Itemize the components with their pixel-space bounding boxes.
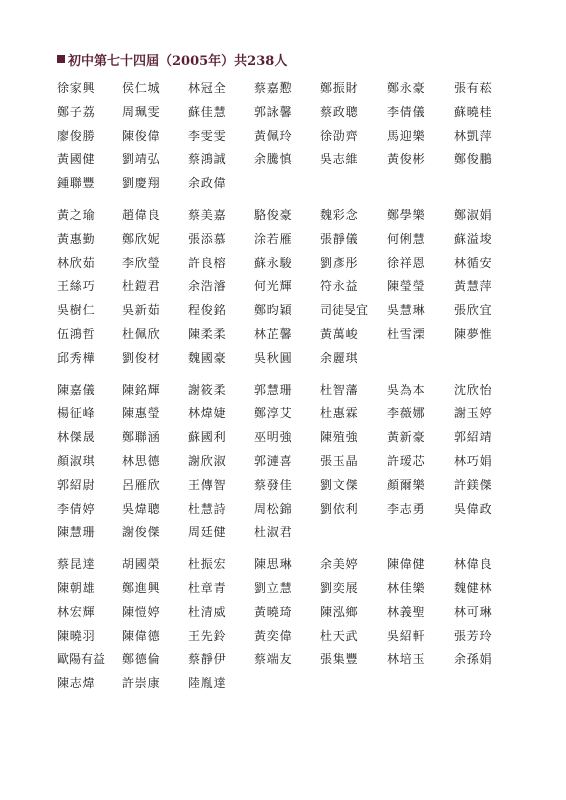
student-name: 顏爾樂 [387,477,426,492]
student-name: 王先鈴 [188,628,227,643]
student-name: 謝筱柔 [188,382,227,397]
student-name: 余美婷 [320,557,359,572]
student-name: 黃之瑜 [57,208,96,222]
student-name: 黃俊彬 [387,152,426,167]
student-name: 鄭學樂 [387,208,426,222]
student-name: 蘇溢埈 [454,231,493,246]
student-name: 鄭昀穎 [254,303,293,318]
student-name: 何俐慧 [387,231,426,246]
student-name: 鍾聯豐 [57,176,96,191]
square-bullet-icon [57,55,65,63]
student-name: 鄭欣妮 [122,231,161,246]
student-name: 吳慧琳 [387,303,426,318]
student-name: 劉彥彤 [320,255,359,270]
student-name: 鄭德倫 [122,652,161,667]
student-name: 許良榕 [188,255,227,270]
student-name: 程俊銘 [188,303,227,318]
student-name: 林凱萍 [454,128,493,143]
student-name: 林冠全 [188,81,227,95]
student-name: 吳新茹 [122,303,161,318]
student-name: 符永益 [320,279,359,294]
student-name: 歐陽有益 [57,652,106,667]
student-name: 杜慧詩 [188,501,227,516]
student-name: 鄭俊鵬 [454,152,493,167]
student-name: 吳煒聰 [122,501,161,516]
student-name: 李薇娜 [387,406,426,421]
student-name: 魏國豪 [188,350,227,365]
student-name: 王傳智 [188,477,227,492]
student-name: 蔡嘉懃 [254,81,293,95]
student-name: 林循安 [454,255,493,270]
student-name: 林義聖 [387,604,426,619]
student-name: 陳嘉儀 [57,382,96,397]
student-name: 李倩儀 [387,104,426,119]
student-name: 呂雁欣 [122,477,161,492]
student-name: 趙偉良 [122,208,161,222]
student-name: 蔡昆達 [57,557,96,572]
student-name: 黃國健 [57,152,96,167]
student-name: 陸胤達 [188,676,227,691]
student-name: 陳思琳 [254,557,293,572]
student-name: 何光輝 [254,279,293,294]
student-name: 鄭振財 [320,81,359,95]
student-name: 許鎂傑 [454,477,493,492]
student-name: 林欣茹 [57,255,96,270]
student-name: 吳為本 [387,382,426,397]
student-name: 郭紹靖 [454,430,493,445]
student-name: 巫明強 [254,430,293,445]
student-name: 徐家興 [57,81,96,95]
student-name: 張玉晶 [320,454,359,468]
student-name: 蘇佳慧 [188,104,227,119]
student-name: 陳瑩瑩 [387,279,426,294]
student-name: 黃曉琦 [254,604,293,619]
student-name: 黃萬峻 [320,327,359,341]
student-name: 黃奕偉 [254,628,293,643]
student-name: 陳偉德 [122,628,161,643]
student-name: 黃惠勤 [57,231,96,246]
student-name: 蔡端友 [254,652,293,667]
student-name: 馬迎樂 [387,128,426,143]
student-name: 鄭子荔 [57,104,96,119]
student-name: 杜振宏 [188,557,227,572]
student-name: 杜清威 [188,604,227,619]
student-name: 鄭淳艾 [254,406,293,421]
student-name: 郭詠馨 [254,104,293,119]
student-name: 陳愷婷 [122,604,161,619]
student-name: 劉慶翔 [122,176,161,191]
student-name: 余孫娟 [454,652,493,667]
section-heading [57,49,287,69]
student-name: 李志勇 [387,501,426,516]
student-name: 蘇國利 [188,430,227,445]
student-name: 吳紹軒 [387,628,426,643]
student-name: 侯仁城 [122,81,161,95]
student-name: 許崇康 [122,676,161,691]
student-name: 李雯雯 [188,128,227,143]
student-name: 林佳樂 [387,581,426,595]
student-name: 林培玉 [387,652,426,667]
student-name: 謝玉婷 [454,406,493,421]
student-name: 吳偉政 [454,501,493,516]
student-name: 張欣宜 [454,303,493,318]
student-name: 謝欣淑 [188,454,227,468]
student-name: 涂若雁 [254,231,293,246]
student-name: 徐劭齊 [320,128,359,143]
student-name: 吳志維 [320,152,359,167]
student-name: 李倩婷 [57,501,96,516]
student-name: 林思德 [122,454,161,468]
student-name: 余政偉 [188,176,227,191]
student-name: 司徒旻宜 [320,303,369,318]
student-name: 劉依利 [320,501,359,516]
student-name: 陳惠瑩 [122,406,161,421]
student-name: 蘇曉桂 [454,104,493,119]
student-name: 沈欣怡 [454,382,493,397]
student-name: 林煒婕 [188,406,227,421]
student-name: 王絲巧 [57,279,96,294]
student-name: 李欣瑩 [122,255,161,270]
student-name: 郭慧珊 [254,382,293,397]
student-name: 周廷健 [188,525,227,540]
student-name: 黃佩玲 [254,128,293,143]
student-name: 郭紹尉 [57,477,96,492]
student-name: 伍鴻哲 [57,327,96,341]
student-name: 陳泓鄉 [320,604,359,619]
student-name: 張添慕 [188,231,227,246]
student-name: 陳偉健 [387,557,426,572]
student-name: 蘇永駿 [254,255,293,270]
student-name: 林可琳 [454,604,493,619]
student-name: 吳秋圓 [254,350,293,365]
student-name: 吳樹仁 [57,303,96,318]
student-name: 周松錦 [254,501,293,516]
student-name: 劉靖弘 [122,152,161,167]
student-name: 杜雪溧 [387,327,426,341]
student-name: 胡國榮 [122,557,161,572]
student-name: 蔡發佳 [254,477,293,492]
student-name: 陳曉羽 [57,628,96,643]
student-name: 林芷馨 [254,327,293,341]
student-name: 謝俊傑 [122,525,161,540]
student-name: 駱俊豪 [254,208,293,222]
student-name: 鄭淑娟 [454,208,493,222]
student-name: 余浩濬 [188,279,227,294]
student-name: 周珮雯 [122,104,161,119]
student-name: 蔡靜伊 [188,652,227,667]
student-name: 鄭聯涵 [122,430,161,445]
student-name: 許瑷芯 [387,454,426,468]
student-name: 劉文傑 [320,477,359,492]
student-name: 林傑晟 [57,430,96,445]
student-name: 劉奕展 [320,581,359,595]
student-name: 陳慧珊 [57,525,96,540]
student-name: 杜天武 [320,628,359,643]
student-name: 張有菘 [454,81,493,95]
student-name: 魏健林 [454,581,493,595]
student-name: 杜章青 [188,581,227,595]
student-name: 杜佩欣 [122,327,161,341]
student-name: 蔡政聰 [320,104,359,119]
student-name: 杜智藩 [320,382,359,397]
student-name: 陳夢惟 [454,327,493,341]
student-name: 劉立慧 [254,581,293,595]
student-name: 劉俊材 [122,350,161,365]
student-name: 陳俊偉 [122,128,161,143]
student-name: 林偉良 [454,557,493,572]
student-name: 楊征峰 [57,406,96,421]
student-name: 蔡美嘉 [188,208,227,222]
student-name: 余麗琪 [320,350,359,365]
student-name: 余騰慎 [254,152,293,167]
student-name: 鄭進興 [122,581,161,595]
student-name: 杜淑君 [254,525,293,540]
student-name: 林宏輝 [57,604,96,619]
student-name: 黃新豪 [387,430,426,445]
student-name: 徐祥恩 [387,255,426,270]
student-name: 張集豐 [320,652,359,667]
student-name: 陳柔柔 [188,327,227,341]
student-name: 陳銘輝 [122,382,161,397]
student-name: 黃慧萍 [454,279,493,294]
student-name: 顏淑琪 [57,454,96,468]
heading-text: 初中第七十四屆（2005年）共238人 [68,53,288,69]
student-name: 魏彩念 [320,208,359,222]
student-name: 陳朝雄 [57,581,96,595]
student-name: 廖俊勝 [57,128,96,143]
student-name: 蔡鴻誠 [188,152,227,167]
student-name: 張芳玲 [454,628,493,643]
student-name: 邱秀樺 [57,350,96,365]
student-name: 杜惠霖 [320,406,359,421]
student-name: 張靜儀 [320,231,359,246]
student-name: 陳志煒 [57,676,96,691]
student-name: 陳殖強 [320,430,359,445]
student-name: 郭漣喜 [254,454,293,468]
student-name: 鄭永豪 [387,81,426,95]
student-name: 林巧娟 [454,454,493,468]
student-name: 杜鎧君 [122,279,161,294]
